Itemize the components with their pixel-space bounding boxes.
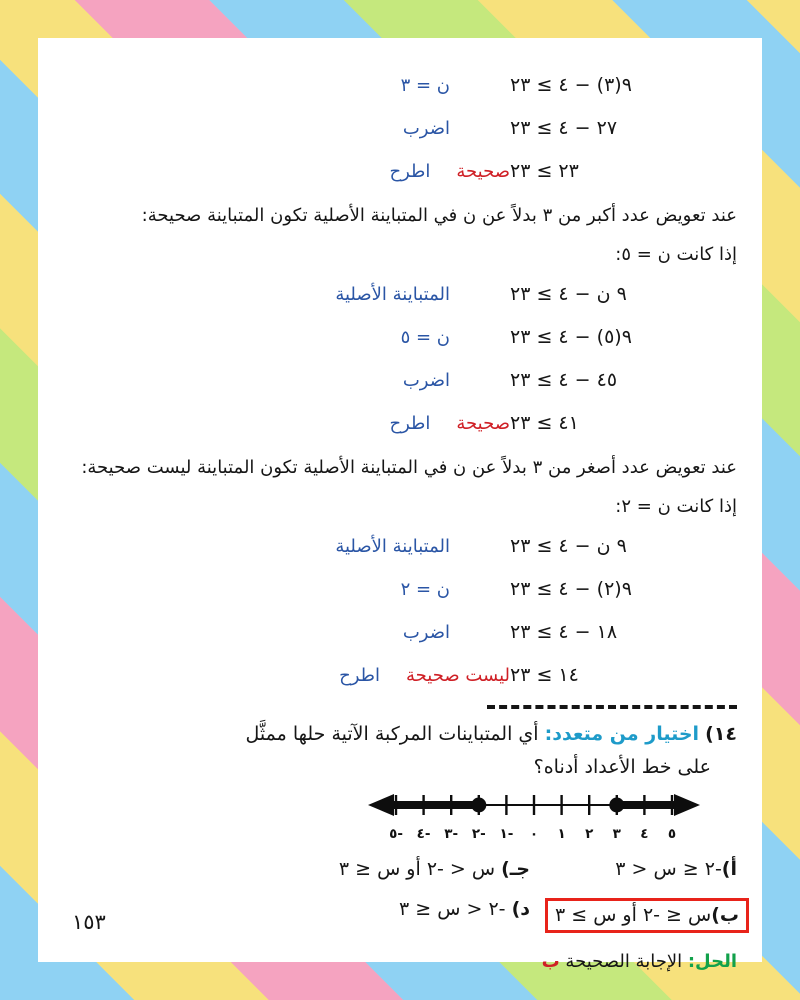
choice-jeem <box>339 858 530 880</box>
equation-row <box>63 72 700 99</box>
annotation-note: المتباينة الأصلية <box>335 536 450 557</box>
choice-jeem-letter: جـ) <box>501 858 530 880</box>
equation-row <box>63 576 700 603</box>
question-type-label: اختيار من متعدد: <box>544 723 700 745</box>
annotation-note: اضرب <box>402 118 450 139</box>
svg-text:٢-: ٢- <box>471 826 486 842</box>
equation: ٤١ ≥ ٢٣ <box>510 412 579 434</box>
case-n2-line: إذا كانت ن = ٢: <box>615 496 737 517</box>
equation: ٢٣ ≥ ٢٣ <box>510 160 579 182</box>
worked-block-n3 <box>63 72 700 185</box>
closed-dot-3 <box>609 798 624 813</box>
textbook-page <box>38 38 762 972</box>
equation-row <box>63 158 700 185</box>
choice-jeem-text: س < -٢ أو س ≤ ٣ <box>338 858 502 880</box>
solution-line <box>63 951 737 972</box>
choice-b-letter: ب) <box>711 904 739 926</box>
annotation-note: اطرح <box>389 161 431 182</box>
solution-text: الإجابة الصحيحة <box>559 951 688 972</box>
equation-row <box>63 410 700 437</box>
worked-block-n5 <box>63 281 700 437</box>
equation: ٩(٣) − ٤ ≥ ٢٣ <box>510 74 632 96</box>
equation-row <box>63 324 700 351</box>
choice-dal-text: -٢ < س ≤ ٣ <box>399 898 512 920</box>
arrowhead-right-icon <box>674 794 700 816</box>
choice-dal <box>339 898 530 933</box>
question-14 <box>63 719 737 750</box>
worked-block-n2 <box>63 533 700 689</box>
annotation-note: اطرح <box>389 413 431 434</box>
annotation-note: اطرح <box>339 665 381 686</box>
status-label: صحيحة <box>456 413 510 434</box>
svg-text:٤-: ٤- <box>416 826 431 842</box>
svg-text:٣-: ٣- <box>444 826 459 842</box>
number-line-labels <box>389 826 676 842</box>
choices-grid <box>63 858 737 933</box>
svg-text:٠: ٠ <box>529 826 539 842</box>
choice-a <box>552 858 737 880</box>
svg-text:٥: ٥ <box>667 826 677 842</box>
annotation-note: ن = ٣ <box>400 75 450 96</box>
closed-dot-minus2 <box>471 798 486 813</box>
question-text-line1: أي المتباينات المركبة الآتية حلها ممثَّل <box>245 723 539 745</box>
choice-dal-letter: د) <box>511 898 530 920</box>
question-number: ١٤) <box>705 723 737 745</box>
svg-text:٤: ٤ <box>640 826 649 842</box>
equation: ١٤ ≥ ٢٣ <box>510 664 579 686</box>
svg-text:١: ١ <box>557 826 566 842</box>
choice-a-text: -٢ ≤ س < ٣ <box>615 858 722 880</box>
equation-row <box>63 662 700 689</box>
arrowhead-left-icon <box>368 794 394 816</box>
annotation-note: المتباينة الأصلية <box>335 284 450 305</box>
svg-text:٥-: ٥- <box>389 826 403 842</box>
svg-text:٢: ٢ <box>585 826 594 842</box>
equation-row <box>63 281 700 308</box>
choice-b <box>552 898 737 933</box>
explanation-greater-paragraph: عند تعويض عدد أكبر من ٣ بدلاً عن ن في المتباينة الأصلية تكون المتباينة صحيحة: <box>141 205 737 226</box>
annotation-note: اضرب <box>402 622 450 643</box>
annotation-note: ن = ٢ <box>400 579 450 600</box>
equation: ١٨ − ٤ ≥ ٢٣ <box>510 621 618 643</box>
svg-text:١-: ١- <box>499 826 514 842</box>
number-line-svg <box>366 786 702 846</box>
equation-row <box>63 619 700 646</box>
equation: ٩ ن − ٤ ≥ ٢٣ <box>510 535 627 557</box>
equation-row <box>63 367 700 394</box>
equation-row <box>63 115 700 142</box>
question-text-line2: على خط الأعداد أدناه؟ <box>533 756 711 778</box>
annotation-note: اضرب <box>402 370 450 391</box>
dashed-separator <box>487 705 737 709</box>
page-number: ١٥٣ <box>72 910 106 934</box>
equation: ٢٧ − ٤ ≥ ٢٣ <box>510 117 618 139</box>
status-label: صحيحة <box>456 161 510 182</box>
choice-b-text: س ≤ -٢ أو س ≥ ٣ <box>554 904 712 926</box>
equation: ٤٥ − ٤ ≥ ٢٣ <box>510 369 618 391</box>
solution-label: الحل: <box>687 951 737 972</box>
equation: ٩(٥) − ٤ ≥ ٢٣ <box>510 326 632 348</box>
equation: ٩ ن − ٤ ≥ ٢٣ <box>510 283 627 305</box>
equation: ٩(٢) − ٤ ≥ ٢٣ <box>510 578 632 600</box>
solution-answer: ب <box>541 951 560 972</box>
equation-row <box>63 533 700 560</box>
choice-a-letter: أ) <box>721 858 737 880</box>
annotation-note: ن = ٥ <box>400 327 450 348</box>
case-n5-line: إذا كانت ن = ٥: <box>615 244 737 265</box>
explanation-less-paragraph: عند تعويض عدد أصغر من ٣ بدلاً عن ن في المتباينة الأصلية تكون المتباينة ليست صحيحة: <box>81 457 737 478</box>
svg-text:٣: ٣ <box>612 826 621 842</box>
number-line-figure <box>366 786 702 850</box>
status-label: ليست صحيحة <box>406 665 510 686</box>
correct-answer-box <box>545 898 749 933</box>
